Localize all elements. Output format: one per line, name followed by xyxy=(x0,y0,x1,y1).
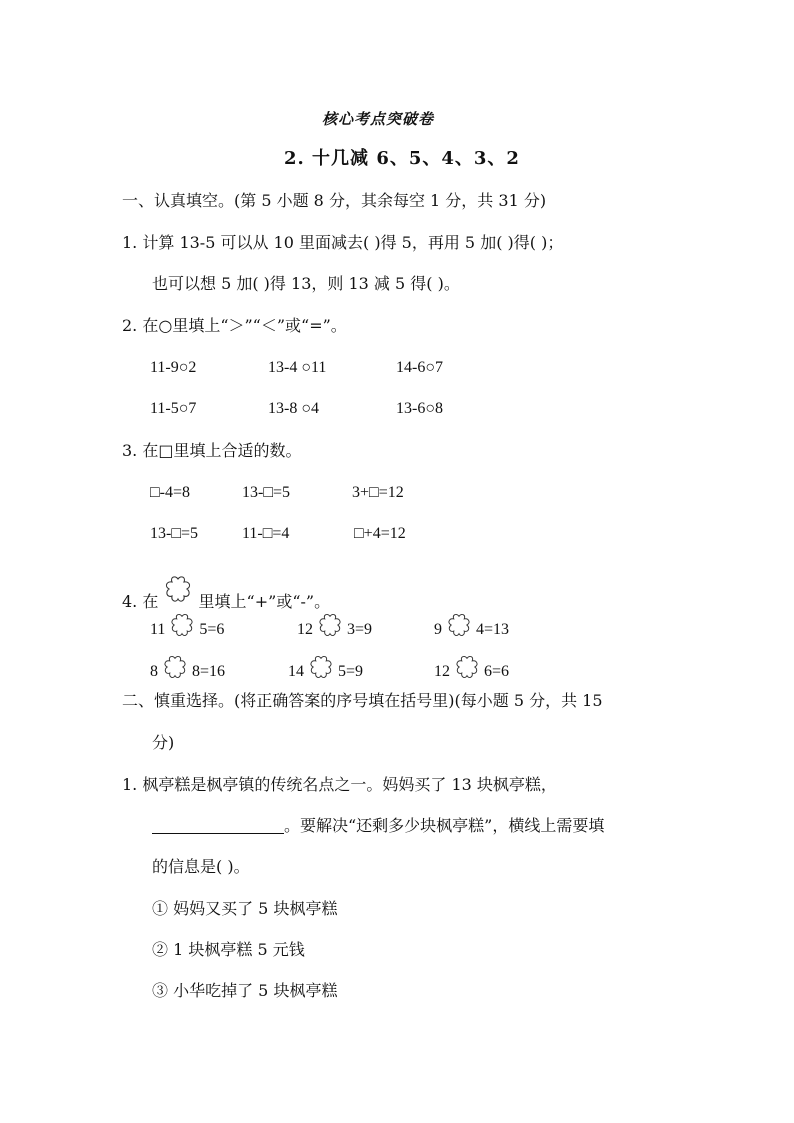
q2-item: 14-6○7 xyxy=(396,359,443,376)
series-title: 核心考点突破卷 xyxy=(322,110,435,128)
q4-prompt xyxy=(122,574,330,613)
q4-left: 9 xyxy=(434,621,442,638)
option-2: ② 1 块枫亭糕 5 元钱 xyxy=(152,940,305,959)
flower-icon xyxy=(162,654,188,680)
q2-item: 13-6○8 xyxy=(396,400,443,417)
q4-left: 12 xyxy=(434,663,450,680)
unit-title: 2. 十几减 6、5、4、3、2 xyxy=(284,148,520,169)
p2-q1-line2 xyxy=(152,815,604,837)
q2-item: 13-8 ○4 xyxy=(268,400,319,417)
q3-prompt: 3. 在□里填上合适的数。 xyxy=(122,441,302,460)
option-1: ① 妈妈又买了 5 块枫亭糕 xyxy=(152,899,338,918)
p2-q1-line3: 的信息是( )。 xyxy=(152,857,250,876)
p2-q1-line2-text: 。要解决“还剩多少块枫亭糕”，横线上需要填 xyxy=(284,816,605,835)
q4-item xyxy=(434,612,509,641)
q2-prompt: 2. 在○里填上“＞”“＜”或“=”。 xyxy=(122,316,347,335)
flower-icon xyxy=(454,654,480,680)
part2-heading-line1: 二、慎重选择。(将正确答案的序号填在括号里)(每小题 5 分，共 15 xyxy=(122,691,603,710)
q4-right: 5=6 xyxy=(199,621,225,638)
flower-icon xyxy=(163,574,193,604)
q3-item: 11-□=4 xyxy=(242,525,290,542)
part1-heading: 一、认真填空。(第 5 小题 8 分，其余每空 1 分，共 31 分) xyxy=(122,191,547,210)
q1-line2: 也可以想 5 加( )得 13，则 13 减 5 得( )。 xyxy=(152,274,460,293)
q4-left: 11 xyxy=(150,621,166,638)
q2-item: 11-9○2 xyxy=(150,359,197,376)
q4-prompt-after: 里填上“+”或“-”。 xyxy=(198,592,331,611)
q4-right: 6=6 xyxy=(484,663,510,680)
q2-item: 13-4 ○11 xyxy=(268,359,327,376)
q4-right: 8=16 xyxy=(192,663,226,680)
q3-item: 3+□=12 xyxy=(352,484,404,501)
q4-left: 12 xyxy=(297,621,313,638)
q4-item xyxy=(288,654,363,683)
q4-item xyxy=(434,654,509,683)
q4-left: 14 xyxy=(288,663,304,680)
flower-icon xyxy=(308,654,334,680)
q4-item xyxy=(297,612,372,641)
q3-item: 13-□=5 xyxy=(242,484,291,501)
flower-icon xyxy=(169,612,195,638)
q4-item xyxy=(150,654,225,683)
q2-item: 11-5○7 xyxy=(150,400,197,417)
q3-item: □-4=8 xyxy=(150,484,191,501)
option-3: ③ 小华吃掉了 5 块枫亭糕 xyxy=(152,981,338,1000)
q4-right: 4=13 xyxy=(476,621,510,638)
answer-blank-line[interactable] xyxy=(152,815,284,834)
q4-item xyxy=(150,612,224,641)
q3-item: □+4=12 xyxy=(354,525,406,542)
q3-item: 13-□=5 xyxy=(150,525,199,542)
q4-prompt-before: 4. 在 xyxy=(122,592,159,611)
q1-line1: 1. 计算 13-5 可以从 10 里面减去( )得 5，再用 5 加( )得( )； xyxy=(122,233,564,252)
q4-left: 8 xyxy=(150,663,158,680)
flower-icon xyxy=(446,612,472,638)
q4-right: 3=9 xyxy=(347,621,373,638)
flower-icon xyxy=(317,612,343,638)
q4-right: 5=9 xyxy=(338,663,364,680)
part2-heading-line2: 分) xyxy=(152,733,175,752)
p2-q1-line1: 1. 枫亭糕是枫亭镇的传统名点之一。妈妈买了 13 块枫亭糕， xyxy=(122,775,557,794)
